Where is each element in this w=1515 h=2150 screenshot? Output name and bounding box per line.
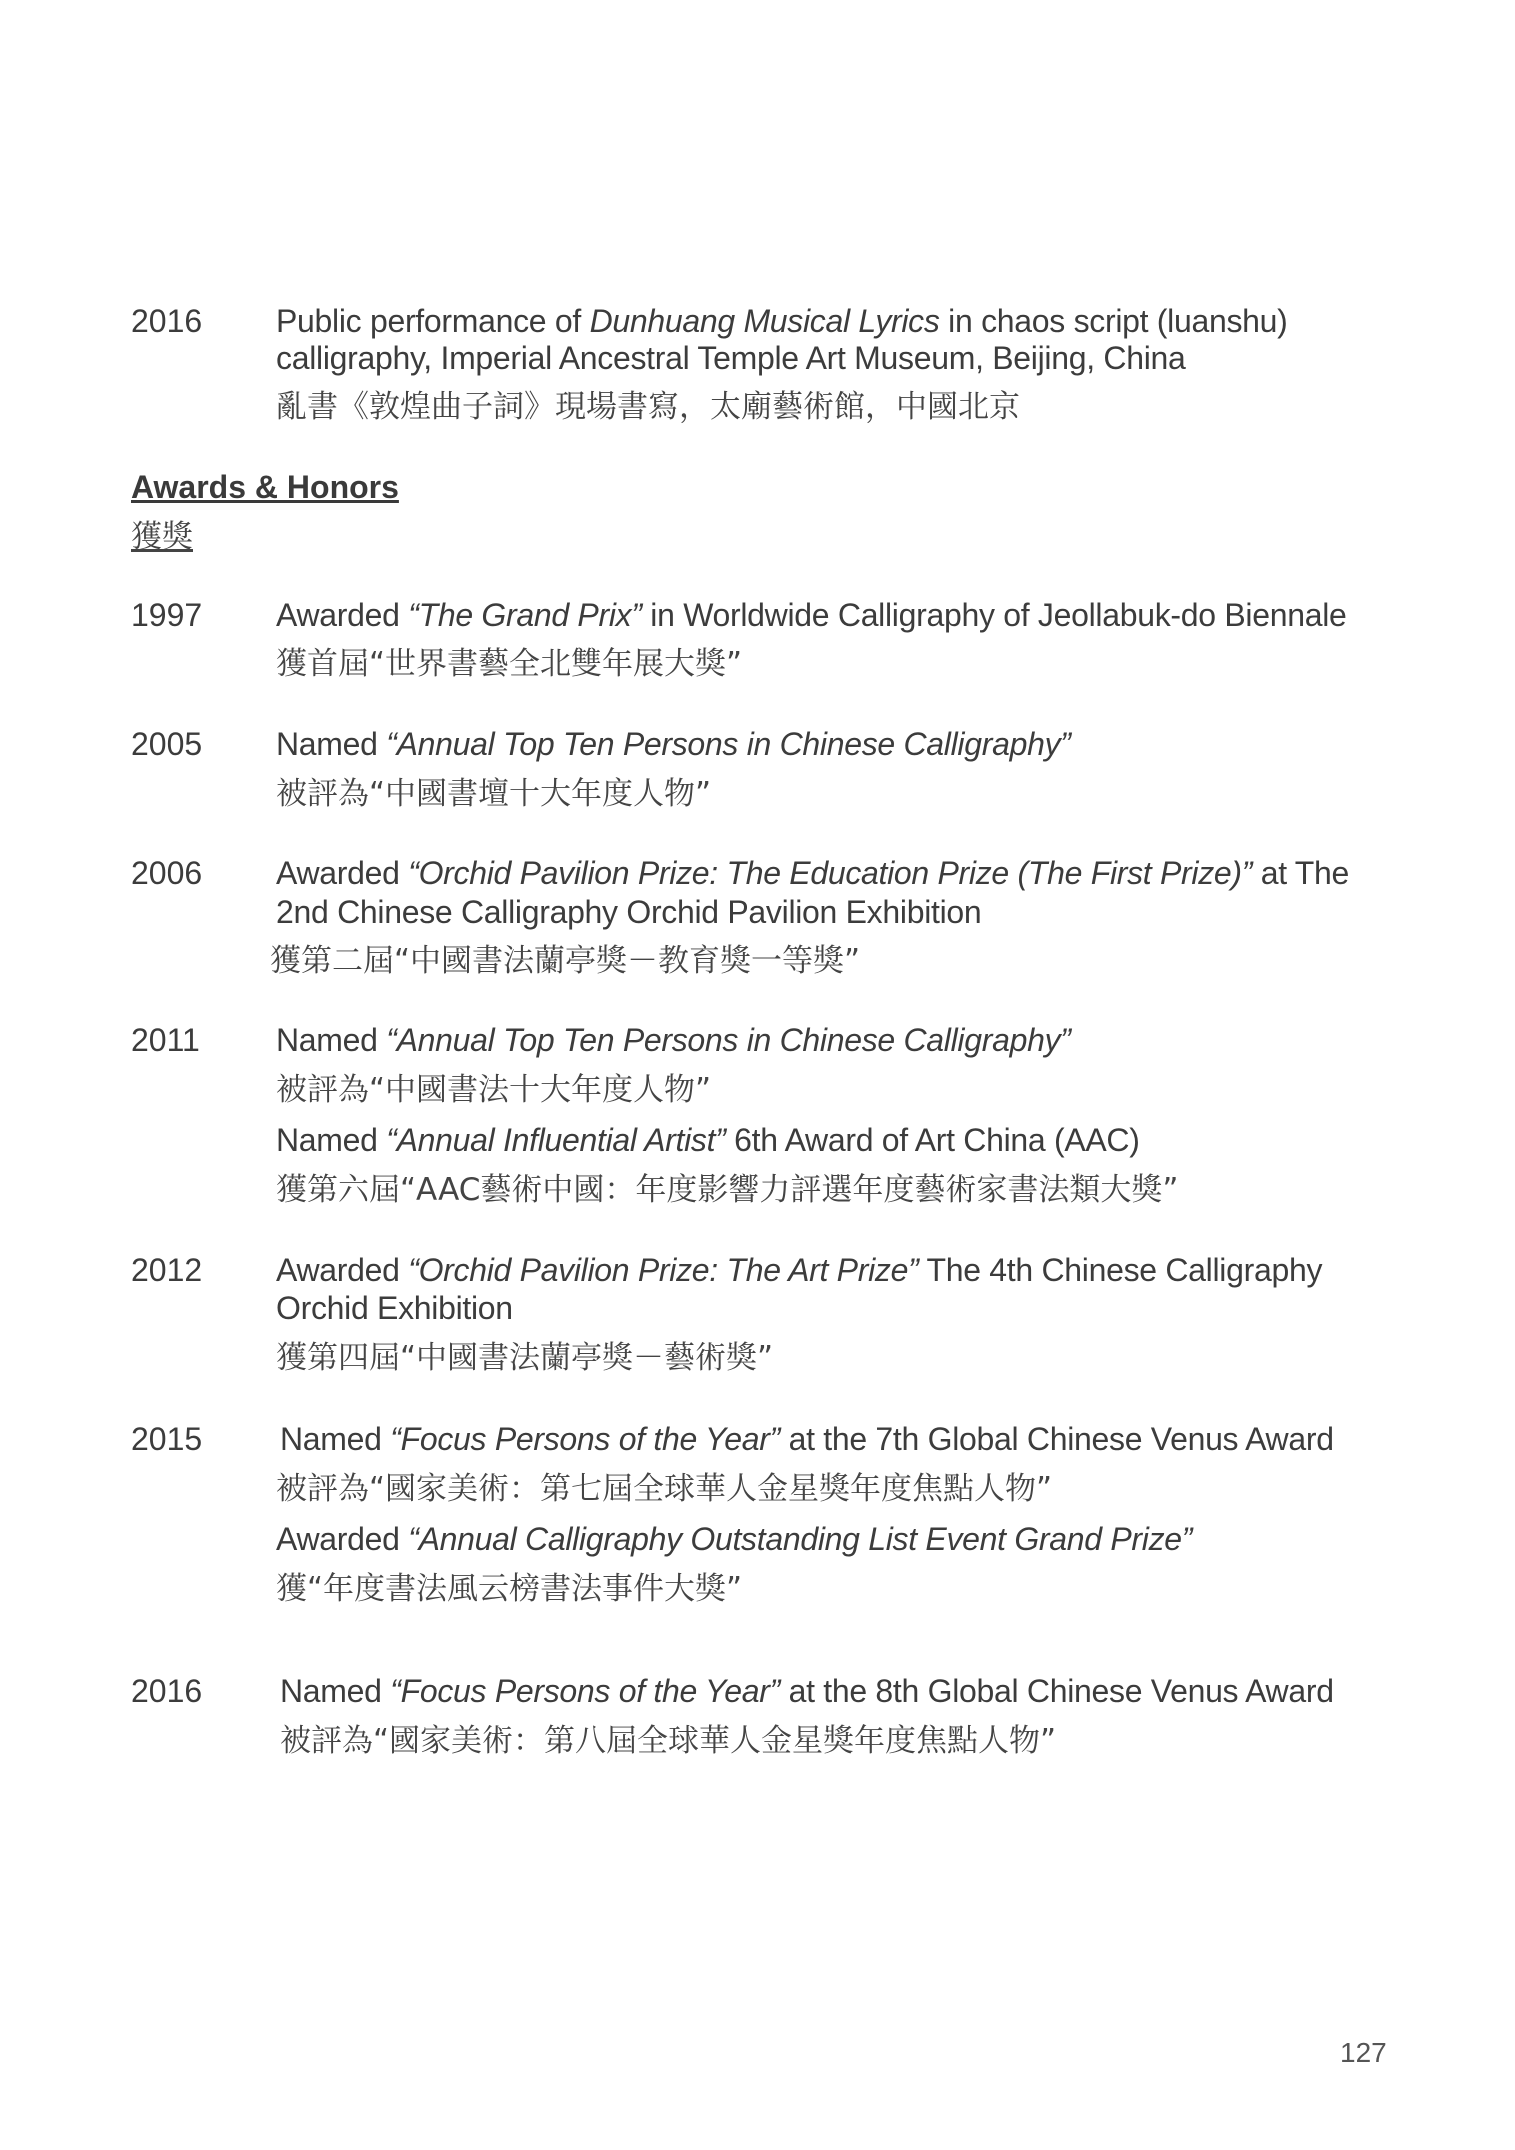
entry-year: 2006 [131,855,203,891]
entry-text-line2: calligraphy, Imperial Ancestral Temple Art Museum, Beijing, China [276,340,1186,376]
italic-title: “Annual Calligraphy Outstanding List Event Grand Prize” [408,1521,1193,1557]
text-run: at the 7th Global Chinese Venus Award [779,1421,1334,1457]
entry-text [280,1672,1420,1710]
entry-year: 1997 [131,597,203,633]
entry-text [276,725,1416,763]
italic-title: Dunhuang Musical Lyrics [589,303,940,339]
entry-text-second [276,1121,1416,1159]
text-run: 6th Award of Art China (AAC) [725,1122,1140,1158]
text-run: Awarded [276,855,409,891]
text-run: Awarded [276,597,409,633]
italic-title: “Annual Influential Artist” [386,1122,726,1158]
entry-chinese-text: 亂書《敦煌曲子詞》現場書寫，太廟藝術館，中國北京 [276,389,1020,425]
text-run: Named [280,1421,391,1457]
entry-year: 2016 [131,1673,203,1709]
entry-text [276,596,1416,634]
text-run: Named [276,1122,387,1158]
text-run: Awarded [276,1252,409,1288]
italic-title: “Focus Persons of the Year” [390,1673,780,1709]
page-number: 127 [1340,2037,1387,2068]
entry-text [276,302,1416,340]
text-run: Awarded [276,1521,409,1557]
italic-title: “Orchid Pavilion Prize: The Art Prize” [408,1252,919,1288]
entry-chinese-text: 被評為“中國書法十大年度人物” [276,1072,712,1108]
text-run: The 4th Chinese Calligraphy [918,1252,1323,1288]
text-run: at the 8th Global Chinese Venus Award [779,1673,1334,1709]
text-run: Named [276,1022,387,1058]
section-heading: Awards & Honors [131,469,399,505]
entry-chinese-text-second: 獲第六屆“AAC藝術中國：年度影響力評選年度藝術家書法類大獎” [276,1172,1179,1208]
entry-chinese-text: 獲第二屆“中國書法蘭亭獎－教育獎一等獎” [270,943,861,979]
entry-chinese-text: 被評為“中國書壇十大年度人物” [276,776,712,812]
entry-text [280,1420,1420,1458]
text-run: at The [1252,855,1350,891]
entry-chinese-text: 獲第四屆“中國書法蘭亭獎－藝術獎” [276,1340,774,1376]
entry-year: 2016 [131,303,203,339]
italic-title: “The Grand Prix” [408,597,642,633]
section-heading-chinese: 獲獎 [131,519,193,555]
entry-text [276,1251,1416,1289]
italic-title: “Orchid Pavilion Prize: The Education Prize (The First Prize)” [408,855,1253,891]
text-run: in Worldwide Calligraphy of Jeollabuk-do Biennale [641,597,1347,633]
text-run: Named [280,1673,391,1709]
entry-chinese-text: 獲首屆“世界書藝全北雙年展大獎” [276,646,743,682]
italic-title: “Focus Persons of the Year” [390,1421,780,1457]
italic-title: “Annual Top Ten Persons in Chinese Calligraphy” [386,726,1071,762]
text-run: Named [276,726,387,762]
entry-text [276,1021,1416,1059]
entry-year: 2011 [131,1022,200,1058]
entry-text-line2: 2nd Chinese Calligraphy Orchid Pavilion Exhibition [276,894,982,930]
italic-title: “Annual Top Ten Persons in Chinese Calligraphy” [386,1022,1071,1058]
text-run: in chaos script (luanshu) [939,303,1288,339]
entry-year: 2012 [131,1252,203,1288]
entry-chinese-text-second: 獲“年度書法風云榜書法事件大獎” [276,1571,743,1607]
entry-year: 2015 [131,1421,203,1457]
entry-year: 2005 [131,726,203,762]
text-run: Public performance of [276,303,590,339]
entry-chinese-text: 被評為“國家美術：第七屆全球華人金星獎年度焦點人物” [276,1471,1053,1507]
entry-chinese-text: 被評為“國家美術：第八屆全球華人金星獎年度焦點人物” [280,1723,1057,1759]
entry-text [276,854,1416,892]
entry-text-second [276,1520,1416,1558]
entry-text-line2: Orchid Exhibition [276,1290,513,1326]
